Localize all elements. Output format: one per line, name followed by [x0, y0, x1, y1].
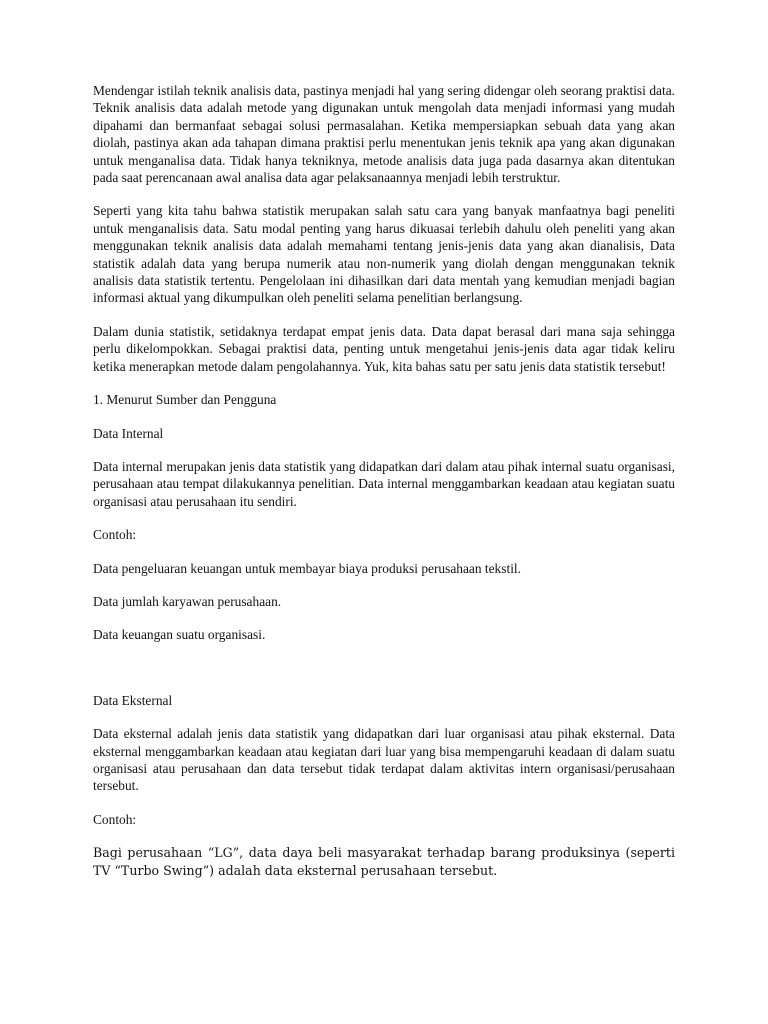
statistics-paragraph: Seperti yang kita tahu bahwa statistik merupakan salah satu cara yang banyak manfaatnya bagi peneliti untuk menganalisis data. Satu modal penting yang harus dikuasai terlebih dahulu oleh peneliti yang akan menggunakan teknik analisis data adalah memahami tentang jenis-jenis data yang akan dianalisis, Data statistik adalah data yang berupa numerik atau non-numerik yang diolah dengan menggunakan teknik analisis data statistik tertentu. Pengelolaan ini dihasilkan dari data mentah yang kemudian menjadi bagian informasi aktual yang dikumpulkan oleh peneliti selama penelitian berlangsung. [93, 203, 675, 306]
subheading-external: Data Eksternal [93, 692, 173, 708]
data-types-paragraph: Dalam dunia statistik, setidaknya terdapat empat jenis data. Data dapat berasal dari mana saja sehingga perlu dikelompokkan. Sebagai praktisi data, penting untuk mengetahui jenis-jenis data agar tidak keliru ketika menerapkan metode dalam pengolahannya. Yuk, kita bahas satu per satu jenis data statistik tersebut! [93, 323, 675, 374]
external-example-item: Bagi perusahaan “LG”, data daya beli masyarakat terhadap barang produksinya (seperti TV “Turbo Swing”) adalah data eksternal perusahaan tersebut. [93, 845, 675, 878]
internal-description: Data internal merupakan jenis data statistik yang didapatkan dari dalam atau pihak internal suatu organisasi, perusahaan atau tempat dilakukannya penelitian. Data internal menggambarkan keadaan atau kegiatan suatu organisasi atau perusahaan itu sendiri. [93, 458, 675, 509]
example-item: Data jumlah karyawan perusahaan. [93, 593, 282, 609]
document-page [93, 82, 675, 879]
section-heading-source: 1. Menurut Sumber dan Pengguna [93, 392, 277, 408]
intro-paragraph: Mendengar istilah teknik analisis data, pastinya menjadi hal yang sering didengar oleh seorang praktisi data. Teknik analisis data adalah metode yang digunakan untuk mengolah data menjadi informasi yang mudah dipahami dan bermanfaat sebagai solusi permasalahan. Ketika mempersiapkan sebuah data yang akan diolah, pastinya akan ada tahapan dimana praktisi perlu menentukan jenis teknik apa yang akan digunakan untuk menganalisa data. Tidak hanya tekniknya, metode analisis data juga pada dasarnya akan ditentukan pada saat perencanaan awal analisa data agar pelaksanaannya menjadi lebih terstruktur. [93, 83, 675, 186]
subheading-internal: Data Internal [93, 425, 164, 441]
example-label-internal: Contoh: [93, 527, 137, 543]
example-item: Data keuangan suatu organisasi. [93, 627, 266, 643]
external-description: Data eksternal adalah jenis data statistik yang didapatkan dari luar organisasi atau pihak eksternal. Data eksternal menggambarkan keadaan atau kegiatan dari luar yang bisa mempengaruhi keadaan di dalam suatu organisasi atau perusahaan dan data tersebut tidak terdapat dalam aktivitas intern organisasi/perusahaan tersebut. [93, 726, 675, 794]
example-item: Data pengeluaran keuangan untuk membayar biaya produksi perusahaan tekstil. [93, 560, 521, 576]
example-label-external: Contoh: [93, 811, 137, 827]
